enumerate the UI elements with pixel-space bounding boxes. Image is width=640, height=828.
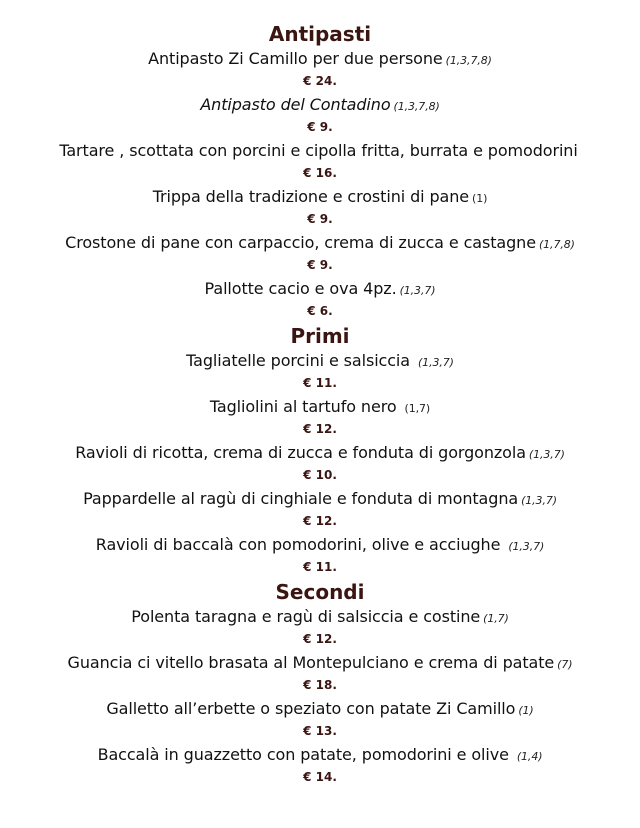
dish-name: Tagliolini al tartufo nero: [209, 397, 402, 416]
allergens: (1,7): [483, 612, 509, 625]
allergens: (1,3,7): [399, 284, 436, 297]
price: € 13.: [303, 724, 337, 738]
price: € 16.: [303, 166, 337, 180]
menu-item: [0, 277, 640, 323]
price: € 18.: [303, 678, 337, 692]
price: € 11.: [303, 560, 337, 574]
dish-name: Guancia ci vitello brasata al Montepulciano e crema di patate: [67, 653, 555, 672]
menu-item: [0, 605, 640, 651]
dish-name: Crostone di pane con carpaccio, crema di zucca e castagne: [65, 233, 536, 252]
price: € 12.: [303, 422, 337, 436]
price: € 6.: [307, 304, 333, 318]
menu-item: [0, 231, 640, 277]
menu-item: [0, 697, 640, 743]
allergens: (1,3,7): [528, 448, 565, 461]
price: € 12.: [303, 514, 337, 528]
dish-name: Antipasto Zi Camillo per due persone: [148, 49, 443, 68]
dish-name: Antipasto del Contadino: [200, 95, 391, 114]
menu-item: [0, 487, 640, 533]
dish-name: Galletto all’erbette o speziato con patate Zi Camillo: [106, 699, 516, 718]
price: € 14.: [303, 770, 337, 784]
allergens: (1,4): [516, 750, 543, 763]
price: € 10.: [303, 468, 337, 482]
dish-name: Pappardelle al ragù di cinghiale e fonduta di montagna: [83, 489, 519, 508]
allergens: (1): [518, 704, 534, 717]
price: € 12.: [303, 632, 337, 646]
section-title: Primi: [290, 324, 350, 348]
menu-item: [0, 185, 640, 231]
section-antipasti: [0, 21, 640, 323]
allergens: (1,7,8): [538, 238, 575, 251]
allergens: (1,3,7): [508, 540, 545, 553]
price: € 24.: [303, 74, 337, 88]
menu-item: [0, 395, 640, 441]
allergens: (1,3,7,8): [393, 100, 440, 113]
section-title: Secondi: [275, 580, 365, 604]
allergens: (1,3,7,8): [445, 54, 492, 67]
price: € 9.: [307, 258, 333, 272]
allergens: (1,3,7): [417, 356, 454, 369]
allergens: (1,7): [404, 402, 431, 415]
section-secondi: [0, 579, 640, 789]
allergens: (1): [472, 192, 488, 205]
section-title: Antipasti: [268, 22, 372, 46]
section-primi: [0, 323, 640, 579]
price: € 9.: [307, 212, 333, 226]
menu-item: [0, 349, 640, 395]
dish-name: Ravioli di baccalà con pomodorini, olive e acciughe: [95, 535, 506, 554]
dish-name: Pallotte cacio e ova 4pz.: [204, 279, 397, 298]
price: € 9.: [307, 120, 333, 134]
dish-name: Baccalà in guazzetto con patate, pomodorini e olive: [97, 745, 514, 764]
dish-name: Polenta taragna e ragù di salsiccia e costine: [131, 607, 481, 626]
menu-item: [0, 47, 640, 93]
dish-name: Trippa della tradizione e crostini di pane: [152, 187, 469, 206]
dish-name: Tagliatelle porcini e salsiccia: [186, 351, 415, 370]
menu-item: [0, 743, 640, 789]
dish-name: Tartare , scottata con porcini e cipolla fritta, burrata e pomodorini: [59, 141, 578, 160]
menu-item: [0, 441, 640, 487]
allergens: (1,3,7): [521, 494, 557, 507]
menu-item: [0, 651, 640, 697]
allergens: (7): [557, 658, 573, 671]
menu-item: [0, 93, 640, 139]
menu-item: [0, 533, 640, 579]
price: € 11.: [303, 376, 337, 390]
menu-item: [0, 139, 640, 185]
dish-name: Ravioli di ricotta, crema di zucca e fonduta di gorgonzola: [75, 443, 526, 462]
